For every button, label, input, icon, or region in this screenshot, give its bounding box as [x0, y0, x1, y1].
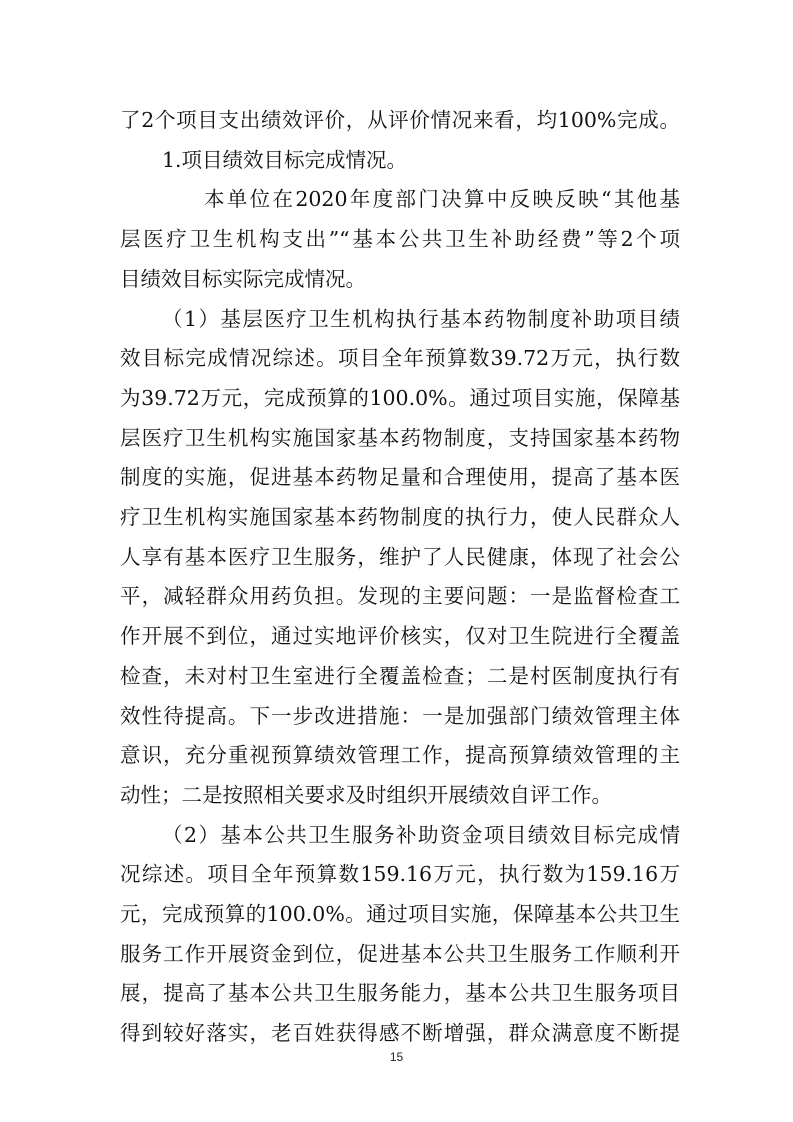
body-text-line: 为39.72万元，完成预算的100.0%。通过项目实施，保障基 [120, 386, 680, 410]
body-text-line: 意识，充分重视预算绩效管理工作，提高预算绩效管理的主 [120, 743, 680, 767]
body-text-line: 效性待提高。下一步改进措施：一是加强部门绩效管理主体 [120, 704, 680, 728]
body-text-line: 层医疗卫生机构支出”“基本公共卫生补助经费”等2个项 [120, 227, 680, 251]
body-text-line: 作开展不到位，通过实地评价核实，仅对卫生院进行全覆盖 [120, 624, 680, 648]
body-text-line: 层医疗卫生机构实施国家基本药物制度，支持国家基本药物 [120, 426, 680, 450]
body-text-line: （1）基层医疗卫生机构执行基本药物制度补助项目绩 [162, 307, 680, 331]
body-text-line: 疗卫生机构实施国家基本药物制度的执行力，使人民群众人 [120, 505, 680, 529]
body-text-line: 元，完成预算的100.0%。通过项目实施，保障基本公共卫生 [120, 902, 680, 926]
body-text-line: 得到较好落实，老百姓获得感不断增强，群众满意度不断提 [120, 1021, 680, 1045]
body-text-line: 制度的实施，促进基本药物足量和合理使用，提高了基本医 [120, 465, 680, 489]
body-text-line: 人享有基本医疗卫生服务，维护了人民健康，体现了社会公 [120, 545, 680, 569]
body-text-line: 检查，未对村卫生室进行全覆盖检查；二是村医制度执行有 [120, 664, 680, 688]
body-text-line: 服务工作开展资金到位，促进基本公共卫生服务工作顺利开 [120, 942, 680, 966]
section-heading: 1.项目绩效目标完成情况。 [162, 148, 408, 172]
page-number: 15 [389, 1050, 404, 1064]
body-text-line: 了2个项目支出绩效评价，从评价情况来看，均100%完成。 [120, 108, 680, 132]
body-text-line: 效目标完成情况综述。项目全年预算数39.72万元，执行数 [120, 346, 680, 370]
body-text-line: 本单位在2020年度部门决算中反映反映“其他基 [204, 187, 680, 211]
body-text-line: （2）基本公共卫生服务补助资金项目绩效目标完成情 [162, 823, 680, 847]
body-text-line: 展，提高了基本公共卫生服务能力，基本公共卫生服务项目 [120, 981, 680, 1005]
body-text-line: 动性；二是按照相关要求及时组织开展绩效自评工作。 [120, 783, 612, 807]
body-text-line: 况综述。项目全年预算数159.16万元，执行数为159.16万 [120, 862, 680, 886]
body-text-line: 目绩效目标实际完成情况。 [120, 267, 366, 291]
body-text-line: 平，减轻群众用药负担。发现的主要问题：一是监督检查工 [120, 584, 680, 608]
